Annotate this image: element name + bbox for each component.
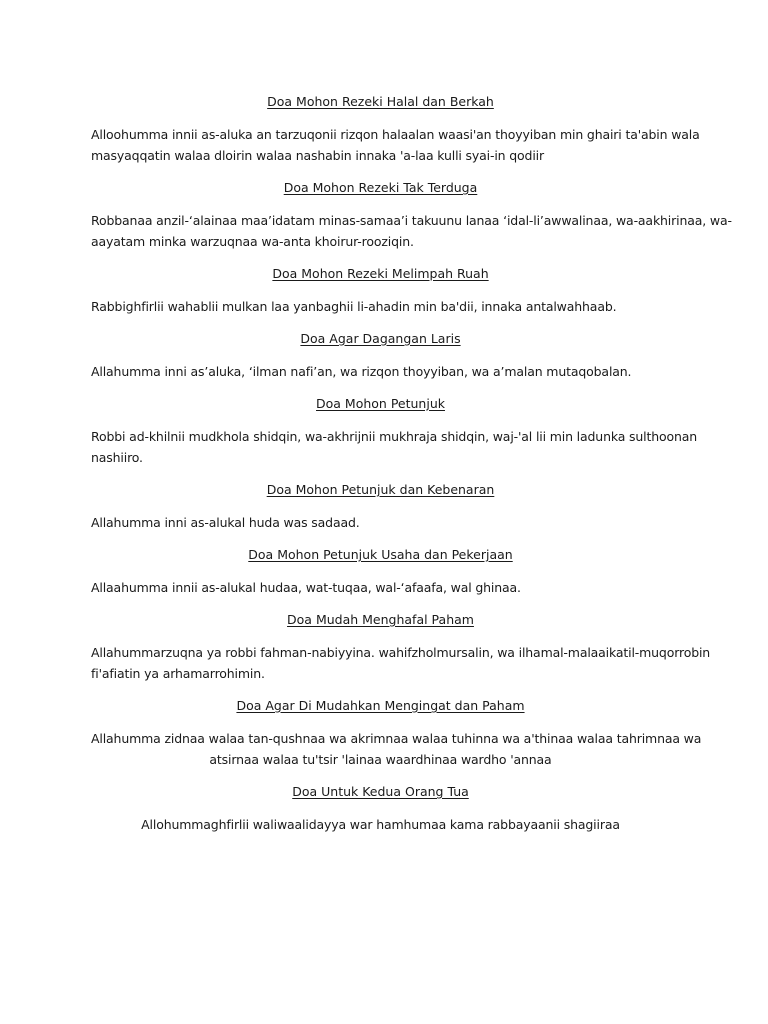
prayer-text bbox=[91, 814, 670, 835]
section-heading: Doa Agar Dagangan Laris bbox=[300, 331, 461, 346]
section-dagangan-laris bbox=[91, 329, 670, 382]
section-heading: Doa Mudah Menghafal Paham bbox=[287, 612, 474, 627]
section-petunjuk-usaha bbox=[91, 545, 670, 598]
prayer-line: Allohummaghfirlii waliwaalidayya war hamhumaa kama rabbayaanii shagiiraa bbox=[141, 817, 620, 832]
section-rezeki-tak-terduga bbox=[91, 178, 732, 252]
prayer-text bbox=[91, 512, 670, 533]
prayer-line: Robbanaa anzil-‘alainaa maa’idatam minas-samaa’i takuunu lanaa ‘idal-li’awwalinaa, wa-aakhirinaa, wa- bbox=[91, 213, 732, 228]
section-heading: Doa Mohon Petunjuk Usaha dan Pekerjaan bbox=[248, 547, 513, 562]
section-heading: Doa Mohon Rezeki Tak Terduga bbox=[283, 180, 478, 195]
prayer-line: Allahumma zidnaa walaa tan-qushnaa wa akrimnaa walaa tuhinna wa a'thinaa walaa tahrimnaa wa bbox=[91, 731, 702, 746]
section-heading: Doa Mohon Rezeki Halal dan Berkah bbox=[267, 94, 494, 109]
section-petunjuk bbox=[91, 394, 698, 468]
prayer-line: aayatam minka warzuqnaa wa-anta khoirur-rooziqin. bbox=[91, 234, 414, 249]
section-heading: Doa Mohon Petunjuk dan Kebenaran bbox=[266, 482, 495, 497]
prayer-text bbox=[91, 124, 700, 166]
prayer-text bbox=[91, 296, 670, 317]
prayer-line: Alloohumma innii as-aluka an tarzuqonii rizqon halaalan waasi'an thoyyiban min ghairi ta'abin wala bbox=[91, 127, 700, 142]
prayer-line: masyaqqatin walaa dloirin walaa nashabin innaka 'a-laa kulli syai-in qodiir bbox=[91, 148, 544, 163]
section-menghafal-paham bbox=[91, 610, 711, 684]
prayer-line: Robbi ad-khilnii mudkhola shidqin, wa-akhrijnii mukhraja shidqin, waj-'al lii min ladunka sulthoonan bbox=[91, 429, 698, 444]
section-mengingat-paham bbox=[91, 696, 702, 770]
prayer-line: Allahumma inni as-alukal huda was sadaad. bbox=[91, 515, 360, 530]
prayer-text bbox=[91, 577, 670, 598]
prayer-text bbox=[91, 728, 702, 770]
section-orang-tua bbox=[91, 782, 670, 835]
prayer-text bbox=[91, 361, 670, 382]
section-rezeki-halal bbox=[91, 92, 700, 166]
prayer-line: fi'afiatin ya arhamarrohimin. bbox=[91, 666, 265, 681]
prayer-line: Allahummarzuqna ya robbi fahman-nabiyyina. wahifzholmursalin, wa ilhamal-malaaikatil-muqorrobin bbox=[91, 645, 711, 660]
section-rezeki-melimpah bbox=[91, 264, 670, 317]
section-petunjuk-kebenaran bbox=[91, 480, 670, 533]
prayer-line: Rabbighfirlii wahablii mulkan laa yanbaghii li-ahadin min ba'dii, innaka antalwahhaab. bbox=[91, 299, 617, 314]
prayer-line: nashiiro. bbox=[91, 450, 143, 465]
section-heading: Doa Untuk Kedua Orang Tua bbox=[292, 784, 469, 799]
prayer-text bbox=[91, 426, 698, 468]
section-heading: Doa Mohon Rezeki Melimpah Ruah bbox=[272, 266, 489, 281]
section-heading: Doa Agar Di Mudahkan Mengingat dan Paham bbox=[236, 698, 525, 713]
prayer-text bbox=[91, 642, 711, 684]
prayer-line: Allahumma inni as’aluka, ‘ilman nafi’an, wa rizqon thoyyiban, wa a’malan mutaqobalan. bbox=[91, 364, 632, 379]
prayer-line: Allaahumma innii as-alukal hudaa, wat-tuqaa, wal-‘afaafa, wal ghinaa. bbox=[91, 580, 521, 595]
section-heading: Doa Mohon Petunjuk bbox=[316, 396, 445, 411]
prayer-text bbox=[91, 210, 732, 252]
prayer-line: atsirnaa walaa tu'tsir 'lainaa waardhinaa wardho 'annaa bbox=[209, 752, 552, 767]
